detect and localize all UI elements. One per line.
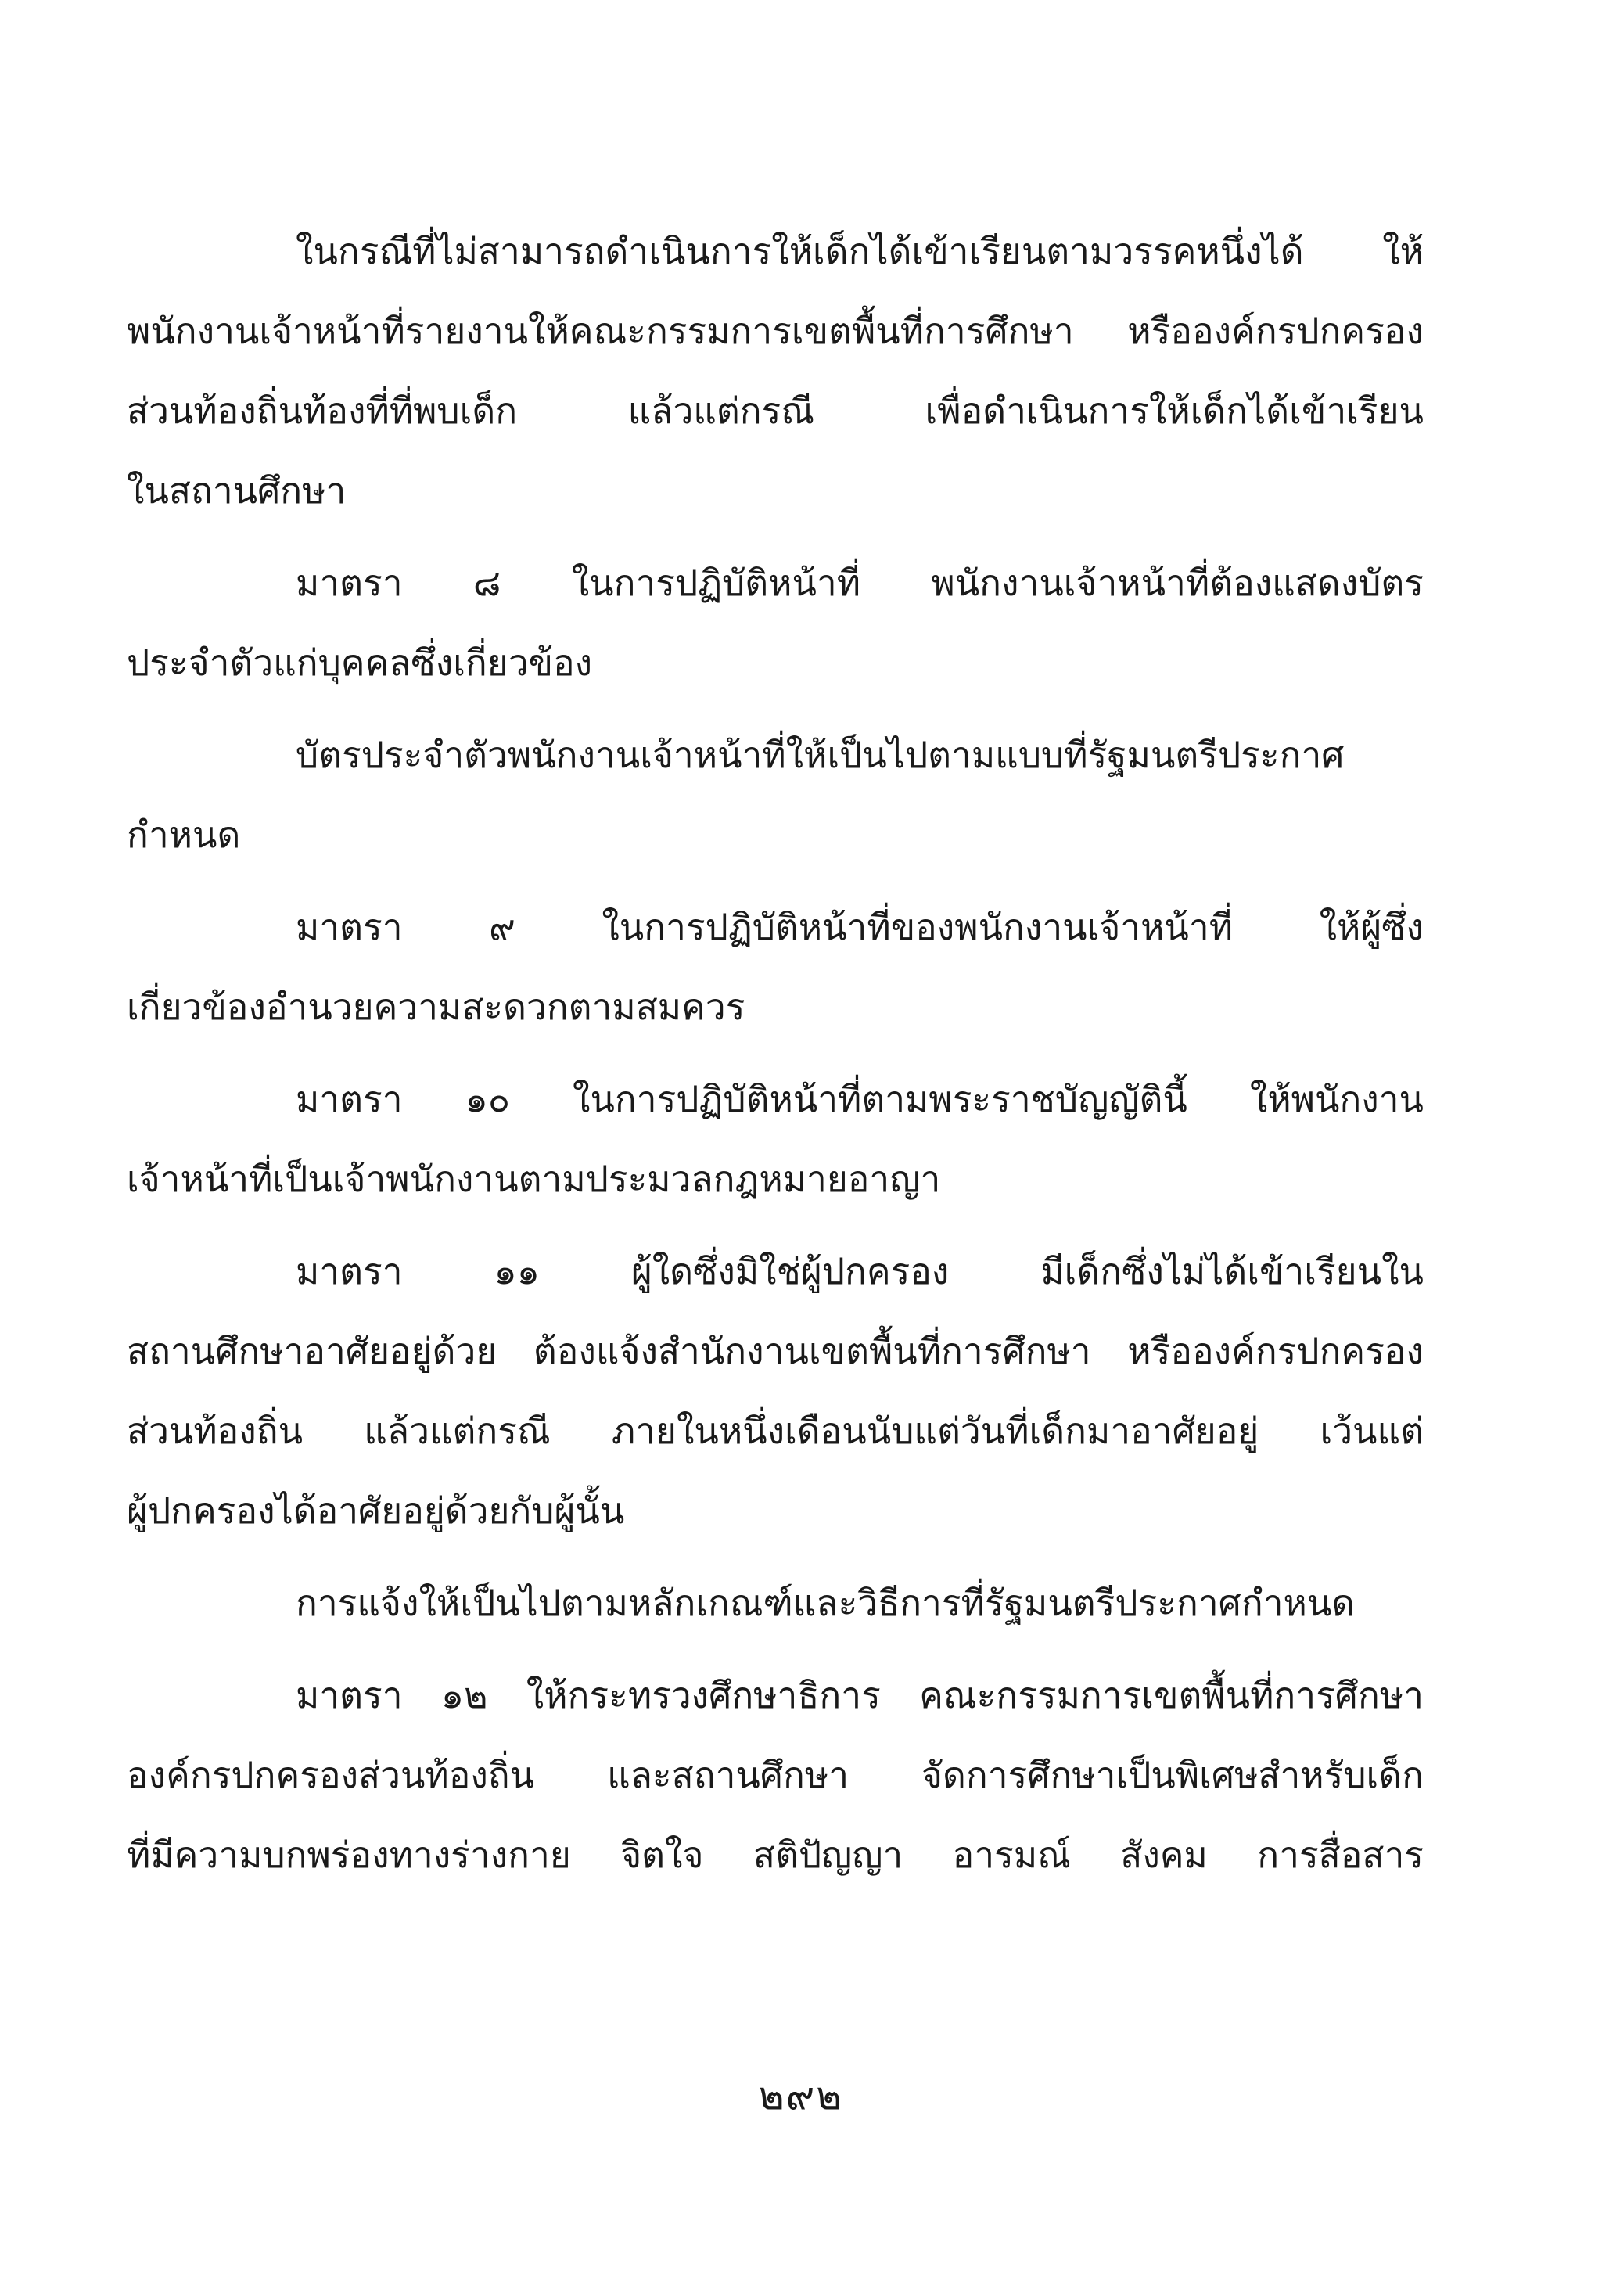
text-line: มาตรา ๑๒ ให้กระทรวงศึกษาธิการ คณะกรรมการเขตพื้นที่การศึกษา — [296, 1674, 1424, 1716]
text-line: กำหนด — [127, 814, 241, 856]
paragraph — [127, 715, 1424, 875]
paragraph-section-10 — [127, 1059, 1424, 1219]
paragraph-section-11 — [127, 1231, 1424, 1550]
text-line: มาตรา ๙ ในการปฏิบัติหน้าที่ของพนักงานเจ้าหน้าที่ ให้ผู้ซึ่ง — [296, 906, 1424, 948]
text-line: ประจำตัวแก่บุคคลซึ่งเกี่ยวข้อง — [127, 641, 593, 684]
text-line: ในกรณีที่ไม่สามารถดำเนินการให้เด็กได้เข้าเรียนตามวรรคหนึ่งได้ ให้ — [296, 230, 1424, 272]
text-line: สถานศึกษาอาศัยอยู่ด้วย ต้องแจ้งสำนักงานเขตพื้นที่การศึกษา หรือองค์กรปกครอง — [127, 1330, 1424, 1372]
text-line: มาตรา ๘ ในการปฏิบัติหน้าที่ พนักงานเจ้าหน้าที่ต้องแสดงบัตร — [296, 562, 1424, 604]
text-line: พนักงานเจ้าหน้าที่รายงานให้คณะกรรมการเขตพื้นที่การศึกษา หรือองค์กรปกครอง — [127, 310, 1424, 352]
text-line: ที่มีความบกพร่องทางร่างกาย จิตใจ สติปัญญา อารมณ์ สังคม การสื่อสาร — [127, 1834, 1424, 1876]
paragraph-section-9 — [127, 887, 1424, 1047]
paragraph-section-12 — [127, 1655, 1424, 1895]
paragraph — [127, 1563, 1424, 1643]
page-number: ๒๙๒ — [758, 2073, 844, 2118]
text-line: ส่วนท้องถิ่นท้องที่ที่พบเด็ก แล้วแต่กรณี เพื่อดำเนินการให้เด็กได้เข้าเรียน — [127, 390, 1424, 432]
text-line: มาตรา ๑๑ ผู้ใดซึ่งมิใช่ผู้ปกครอง มีเด็กซึ่งไม่ได้เข้าเรียนใน — [296, 1250, 1424, 1292]
paragraph-section-8 — [127, 543, 1424, 702]
text-line: เจ้าหน้าที่เป็นเจ้าพนักงานตามประมวลกฎหมายอาญา — [127, 1158, 941, 1200]
text-line: องค์กรปกครองส่วนท้องถิ่น และสถานศึกษา จัดการศึกษาเป็นพิเศษสำหรับเด็ก — [127, 1754, 1424, 1796]
paragraph — [127, 211, 1424, 530]
text-line: เกี่ยวข้องอำนวยความสะดวกตามสมควร — [127, 986, 745, 1028]
body-text — [127, 211, 1424, 1907]
text-line: ผู้ปกครองได้อาศัยอยู่ด้วยกับผู้นั้น — [127, 1489, 625, 1532]
text-line: มาตรา ๑๐ ในการปฏิบัติหน้าที่ตามพระราชบัญญัตินี้ ให้พนักงาน — [296, 1078, 1424, 1120]
text-line: บัตรประจำตัวพนักงานเจ้าหน้าที่ให้เป็นไปตามแบบที่รัฐมนตรีประกาศ — [296, 734, 1345, 776]
text-line: ในสถานศึกษา — [127, 469, 347, 512]
text-line: ส่วนท้องถิ่น แล้วแต่กรณี ภายในหนึ่งเดือนนับแต่วันที่เด็กมาอาศัยอยู่ เว้นแต่ — [127, 1410, 1424, 1452]
text-line: การแจ้งให้เป็นไปตามหลักเกณฑ์และวิธีการที่รัฐมนตรีประกาศกำหนด — [296, 1582, 1356, 1624]
